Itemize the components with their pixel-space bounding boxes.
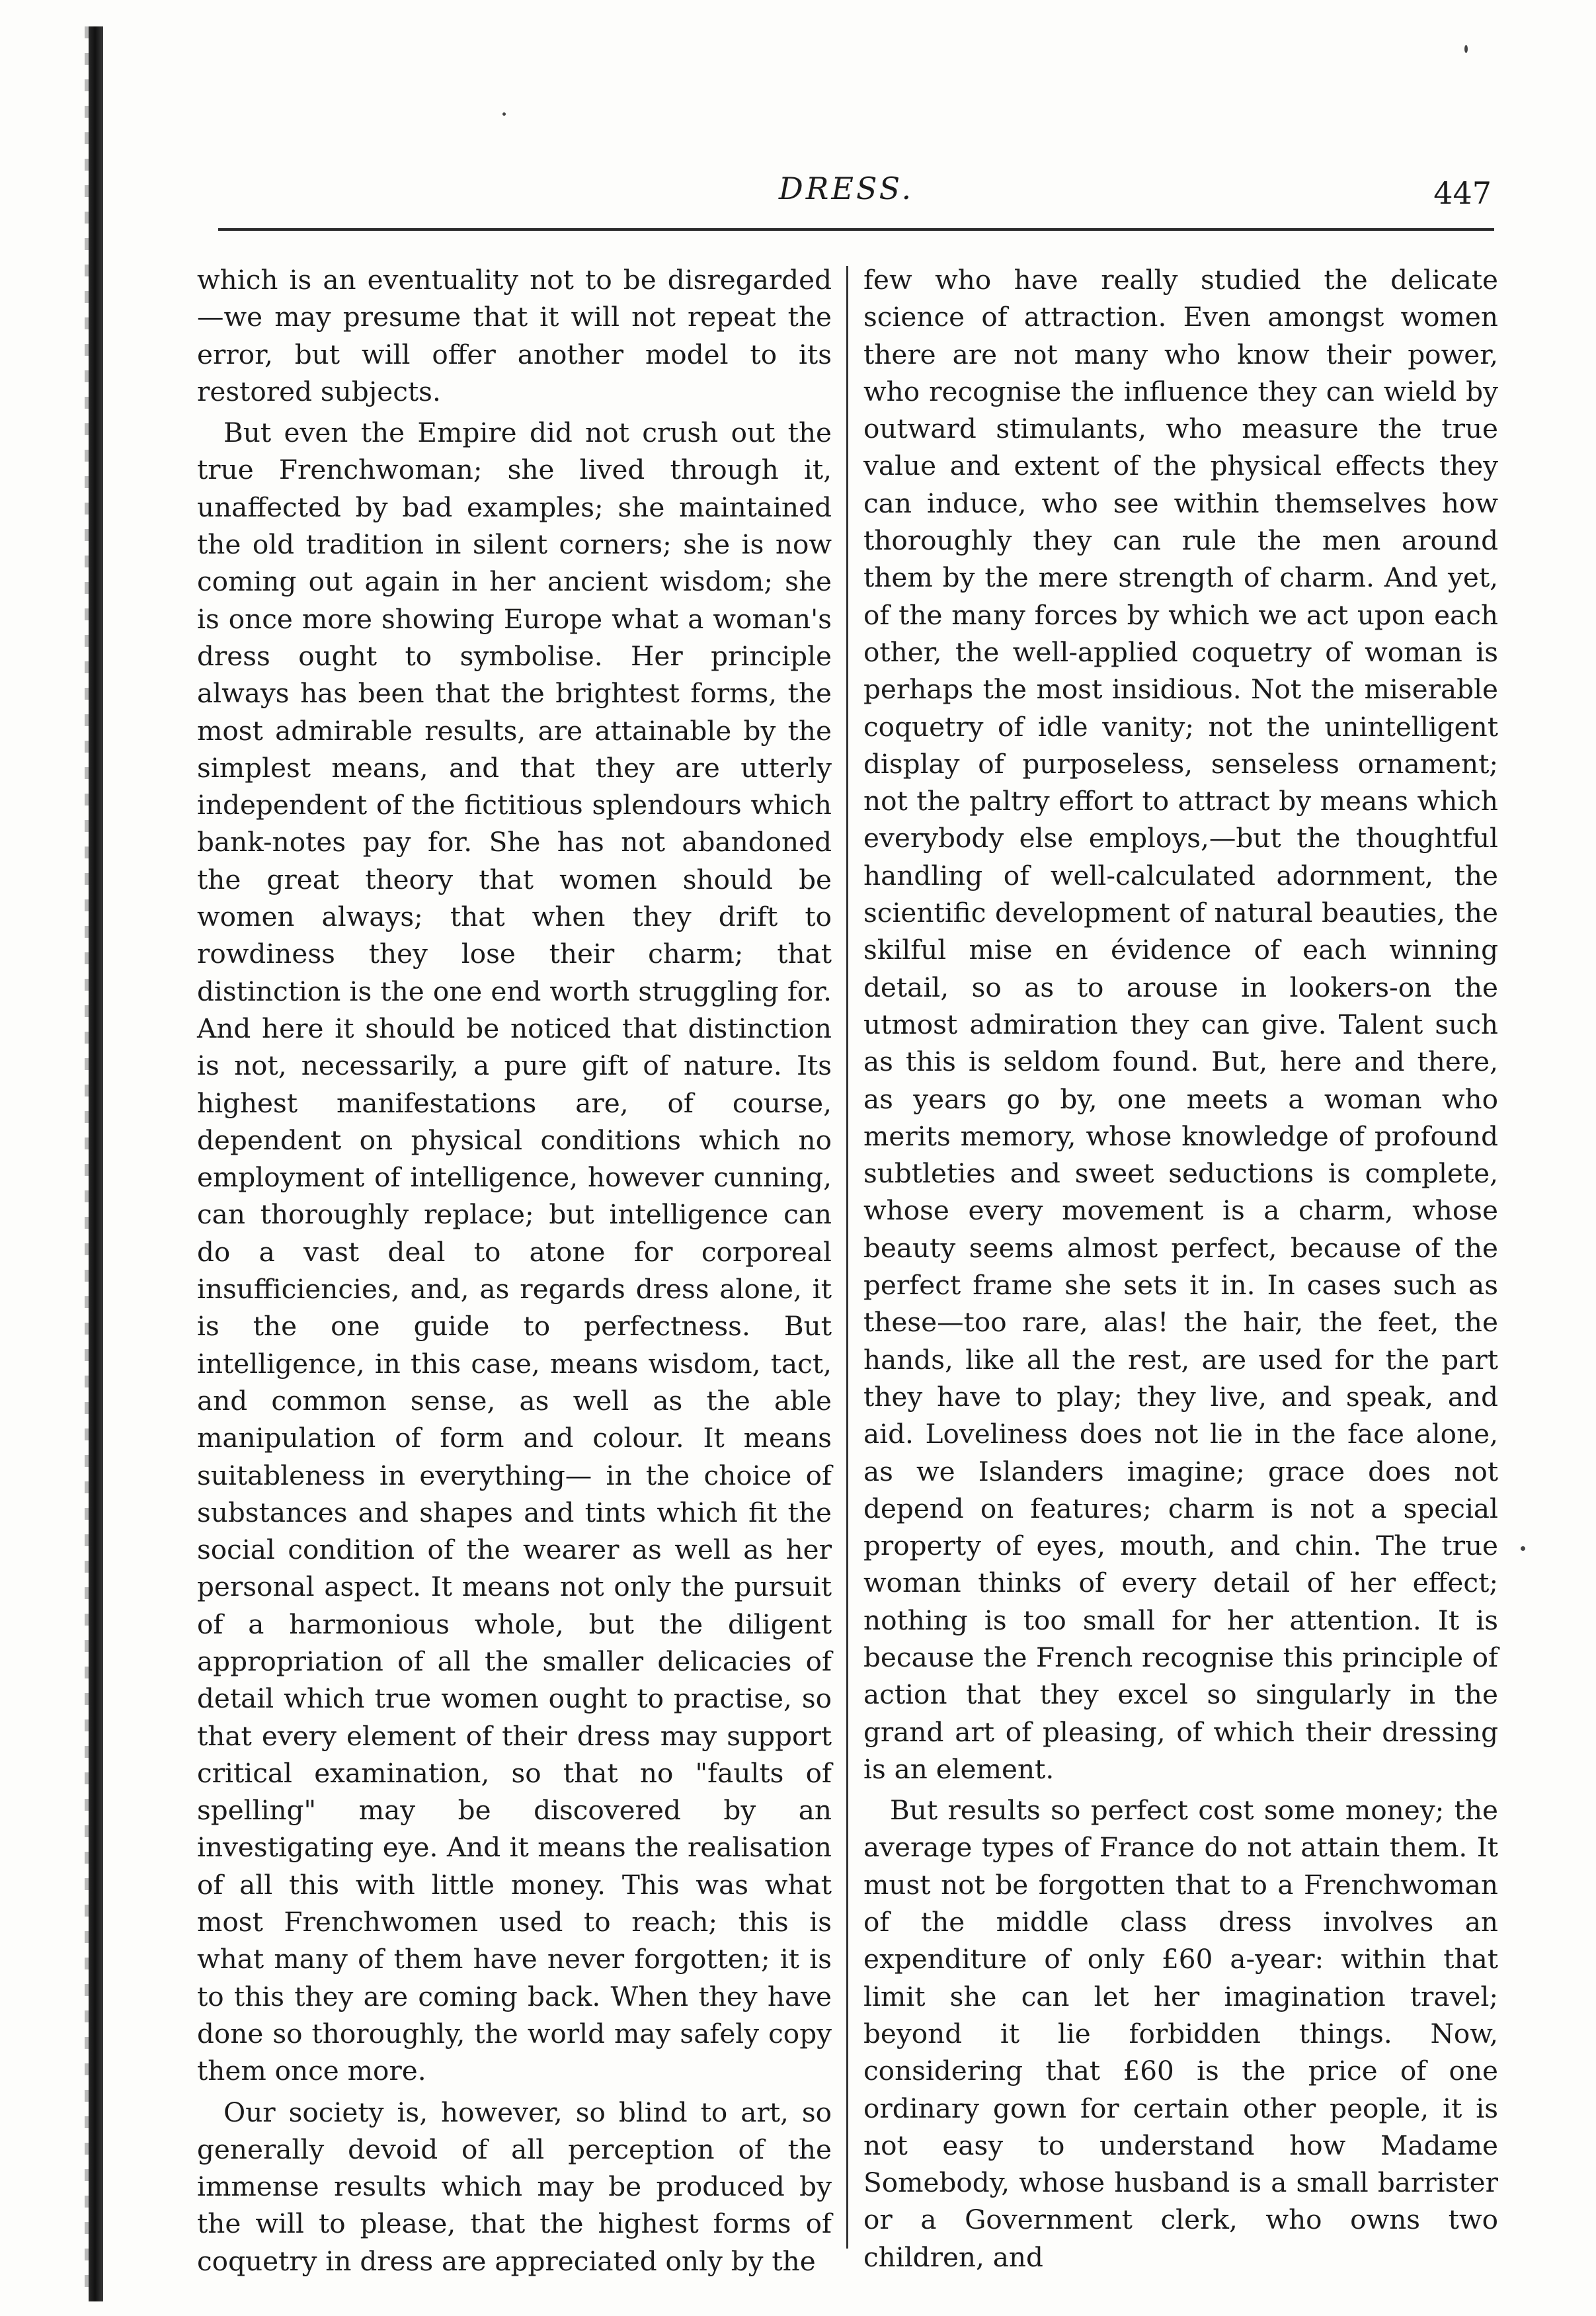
ink-speck xyxy=(1521,1546,1525,1551)
header-rule xyxy=(218,228,1494,231)
paragraph: few who have really studied the delicate science of attraction. Even amongst women there are not many who know their power, who recognise the influence they can wield by outward stimulants, who measure the true value and extent of the physical effects they can induce, who see within themselves how thoroughly they can rule the men around them by the mere strength of charm. And yet, of the many forces by which we act upon each other, the well-applied coquetry of woman is perhaps the most insidious. Not the miserable coquetry of idle vanity; not the unintelligent display of purposeless, senseless ornament; not the paltry effort to attract by means which everybody else employs,—but the thoughtful handling of well-calculated adornment, the scientific development of natural beauties, the skilful mise en évidence of each winning detail, so as to arouse in lookers-on the utmost admiration they can give. Talent such as this is seldom found. But, here and there, as years go by, one meets a woman who merits memory, whose knowledge of profound subtleties and sweet seductions is complete, whose every movement is a charm, whose beauty seems almost perfect, because of the perfect frame she sets it in. In cases such as these—too rare, alas! the hair, the feet, the hands, like all the rest, are used for the part they have to play; they live, and speak, and aid. Loveliness does not lie in the face alone, as we Islanders imagine; grace does not depend on features; charm is not a special property of eyes, mouth, and chin. The true woman thinks of every detail of her effect; nothing is too small for her attention. It is because the French recognise this principle of action that they excel so singularly in the grand art of pleasing, of which their dressing is an element. xyxy=(863,264,1498,1785)
right-column xyxy=(863,261,1498,2276)
paragraph: Our society is, however, so blind to art, so generally devoid of all perception of the immense results which may be produced by the will to please, that the highest forms of coquetry in dress are appreciated only by the xyxy=(197,2096,832,2277)
left-column xyxy=(197,261,832,2280)
paragraph: But even the Empire did not crush out the true Frenchwoman; she lived through it, unaffected by bad examples; she maintained the old tradition in silent corners; she is now coming out again in her ancient wisdom; she is once more showing Europe what a woman's dress ought to symbolise. Her principle always has been that the brightest forms, the most admirable results, are attainable by the simplest means, and that they are utterly independent of the fictitious splendours which bank-notes pay for. She has not abandoned the great theory that women should be women always; that when they drift to rowdiness they lose their charm; that distinction is the one end worth struggling for. And here it should be noticed that distinction is not, necessarily, a pure gift of nature. Its highest manifestations are, of course, dependent on physical conditions which no employment of intelligence, however cunning, can thoroughly replace; but intelligence can do a vast deal to atone for corporeal insufficiencies, and, as regards dress alone, it is the one guide to perfectness. But intelligence, in this case, means wisdom, tact, and common sense, as well as the able manipulation of form and colour. It means suitableness in everything— in the choice of substances and shapes and tints which fit the social condition of the wearer as well as her personal aspect. It means not only the pursuit of a harmonious whole, but the diligent appropriation of all the smaller delicacies of detail which true women ought to practise, so that every element of their dress may support critical examination, so that no "faults of spelling" may be discovered by an investigating eye. And it means the realisation of all this with little money. This was what most Frenchwomen used to reach; this is what many of them have never forgotten; it is to this they are coming back. When they have done so thoroughly, the world may safely copy them once more. xyxy=(197,417,832,2087)
ink-speck xyxy=(1464,45,1468,53)
page-number: 447 xyxy=(1433,175,1492,211)
book-binding-edge xyxy=(89,26,103,2301)
paragraph: But results so perfect cost some money; the average types of France do not attain them. It must not be forgotten that to a Frenchwoman of the middle class dress involves an expenditure of only £60 a-year: within that limit she can let her imagination travel; beyond it lie forbidden things. Now, considering that £60 is the price of one ordinary gown for certain other people, it is not easy to understand how Madame Somebody, whose husband is a small barrister or a Government clerk, who owns two children, and xyxy=(863,1794,1498,2273)
ink-speck xyxy=(502,112,506,116)
column-divider xyxy=(846,266,848,2249)
paragraph: which is an eventuality not to be disregarded —we may presume that it will not repeat the error, but will offer another model to its restored subjects. xyxy=(197,264,832,407)
running-title: DRESS. xyxy=(778,171,914,206)
